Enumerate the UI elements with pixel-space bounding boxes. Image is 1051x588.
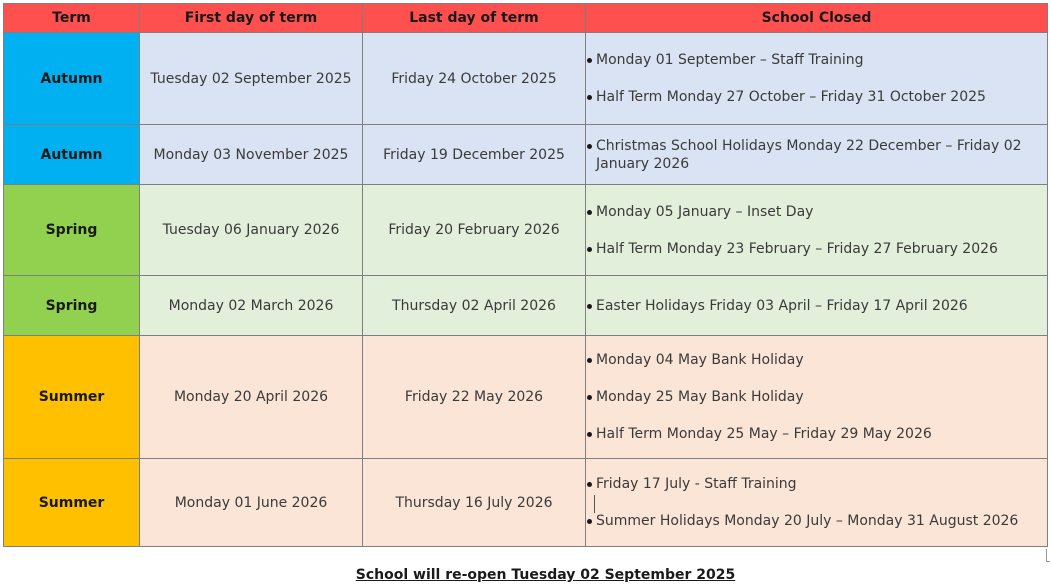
term-name: Autumn — [4, 125, 140, 185]
closed-item: Easter Holidays Friday 03 April – Friday 17 April 2026 — [586, 297, 1047, 315]
term-name: Spring — [4, 185, 140, 276]
closed-list — [586, 51, 1047, 106]
header-term: Term — [4, 4, 140, 33]
term-name: Spring — [4, 276, 140, 336]
page-corner-mark — [1046, 549, 1050, 562]
table-row — [4, 276, 1048, 336]
closed-cell — [586, 185, 1048, 276]
first-day-cell: Monday 01 June 2026 — [140, 459, 363, 547]
first-day-cell: Monday 20 April 2026 — [140, 336, 363, 459]
first-day-cell: Monday 03 November 2025 — [140, 125, 363, 185]
first-day-cell: Monday 02 March 2026 — [140, 276, 363, 336]
term-name: Summer — [4, 336, 140, 459]
closed-item: Monday 05 January – Inset Day — [586, 203, 1047, 221]
closed-item: Summer Holidays Monday 20 July – Monday 31 August 2026 — [586, 512, 1047, 530]
closed-cell — [586, 459, 1048, 547]
last-day-cell: Friday 22 May 2026 — [363, 336, 586, 459]
term-name: Summer — [4, 459, 140, 547]
term-dates-table — [3, 3, 1048, 547]
first-day-cell: Tuesday 06 January 2026 — [140, 185, 363, 276]
closed-list — [586, 475, 1047, 530]
closed-item: Friday 17 July - Staff Training — [586, 475, 1047, 493]
closed-cell — [586, 125, 1048, 185]
header-school-closed: School Closed — [586, 4, 1048, 33]
table-row — [4, 336, 1048, 459]
last-day-cell: Friday 19 December 2025 — [363, 125, 586, 185]
closed-list — [586, 203, 1047, 258]
closed-item: Half Term Monday 27 October – Friday 31 October 2025 — [586, 88, 1047, 106]
text-cursor — [594, 495, 595, 513]
last-day-cell: Thursday 02 April 2026 — [363, 276, 586, 336]
closed-cell — [586, 33, 1048, 125]
first-day-cell: Tuesday 02 September 2025 — [140, 33, 363, 125]
closed-item: Monday 25 May Bank Holiday — [586, 388, 1047, 406]
closed-item: Monday 04 May Bank Holiday — [586, 351, 1047, 369]
closed-list — [586, 297, 1047, 315]
table-row — [4, 125, 1048, 185]
closed-list — [586, 137, 1047, 173]
term-name: Autumn — [4, 33, 140, 125]
last-day-cell: Friday 20 February 2026 — [363, 185, 586, 276]
closed-item: Monday 01 September – Staff Training — [586, 51, 1047, 69]
closed-cell — [586, 276, 1048, 336]
table-row — [4, 185, 1048, 276]
header-first-day: First day of term — [140, 4, 363, 33]
table-row — [4, 33, 1048, 125]
reopen-notice: School will re-open Tuesday 02 September 2025 — [355, 567, 736, 583]
last-day-cell: Thursday 16 July 2026 — [363, 459, 586, 547]
header-row — [4, 4, 1048, 33]
closed-cell — [586, 336, 1048, 459]
closed-item: Half Term Monday 25 May – Friday 29 May 2026 — [586, 425, 1047, 443]
table-row — [4, 459, 1048, 547]
closed-list — [586, 351, 1047, 443]
last-day-cell: Friday 24 October 2025 — [363, 33, 586, 125]
closed-item: Christmas School Holidays Monday 22 December – Friday 02 January 2026 — [586, 137, 1047, 173]
closed-item: Half Term Monday 23 February – Friday 27 February 2026 — [586, 240, 1047, 258]
header-last-day: Last day of term — [363, 4, 586, 33]
